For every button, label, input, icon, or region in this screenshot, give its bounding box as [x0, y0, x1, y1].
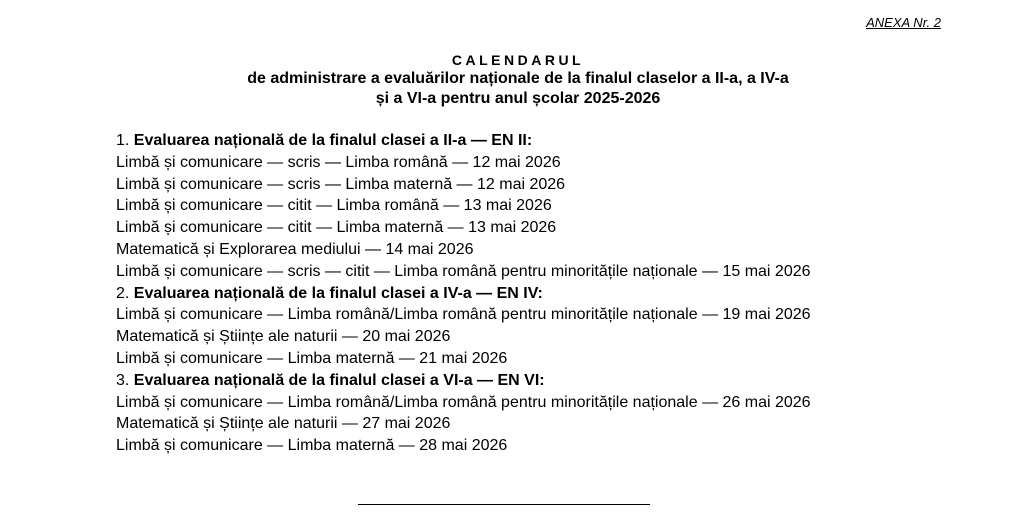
- calendar-body: [116, 130, 976, 457]
- section-1-item: Limbă și comunicare — citit — Limba maternă — 13 mai 2026: [116, 219, 557, 237]
- section-3-number: 3.: [116, 371, 130, 389]
- section-2-item: Limbă și comunicare — Limba maternă — 21 mai 2026: [116, 349, 508, 367]
- section-1-number: 1.: [116, 132, 130, 149]
- section-1-item: Limbă și comunicare — scris — Limba română — 12 mai 2026: [116, 153, 561, 171]
- document-title: CALENDARUL: [451, 52, 585, 68]
- section-1-item: Matematică și Explorarea mediului — 14 mai 2026: [116, 240, 474, 258]
- section-1-item: Limbă și comunicare — scris — Limba maternă — 12 mai 2026: [116, 175, 566, 193]
- section-2-item: Limbă și comunicare — Limba română/Limba română pentru minoritățile naționale — 19 mai 2026: [116, 306, 811, 324]
- section-2-title: Evaluarea națională de la finalul clasei a IV-a — EN IV:: [133, 284, 543, 302]
- section-1-item: Limbă și comunicare — scris — citit — Limba română pentru minoritățile naționale — 15 mai 2026: [116, 262, 811, 280]
- document-header: [0, 52, 1036, 109]
- footer-divider: [358, 504, 650, 505]
- section-3-title: Evaluarea națională de la finalul clasei a VI-a — EN VI:: [133, 371, 545, 389]
- section-3-heading: [116, 370, 976, 392]
- document-subtitle-line-1: de administrare a evaluărilor naționale de la finalul claselor a II-a, a IV-a: [247, 70, 789, 87]
- section-2-number: 2.: [116, 284, 130, 302]
- section-3-item: Limbă și comunicare — Limba română/Limba română pentru minoritățile naționale — 26 mai 2026: [116, 393, 811, 411]
- section-1-heading: [116, 130, 976, 152]
- section-3-item: Limbă și comunicare — Limba maternă — 28 mai 2026: [116, 437, 508, 455]
- section-1-title: Evaluarea națională de la finalul clasei a II-a — EN II:: [133, 132, 533, 149]
- section-2-heading: [116, 283, 976, 305]
- document-subtitle-line-2: și a VI-a pentru anul școlar 2025-2026: [375, 90, 661, 107]
- section-3-item: Matematică și Științe ale naturii — 27 mai 2026: [116, 415, 451, 433]
- annex-label: ANEXA Nr. 2: [866, 15, 941, 30]
- section-1-item: Limbă și comunicare — citit — Limba română — 13 mai 2026: [116, 197, 552, 215]
- section-2-item: Matematică și Științe ale naturii — 20 mai 2026: [116, 328, 451, 346]
